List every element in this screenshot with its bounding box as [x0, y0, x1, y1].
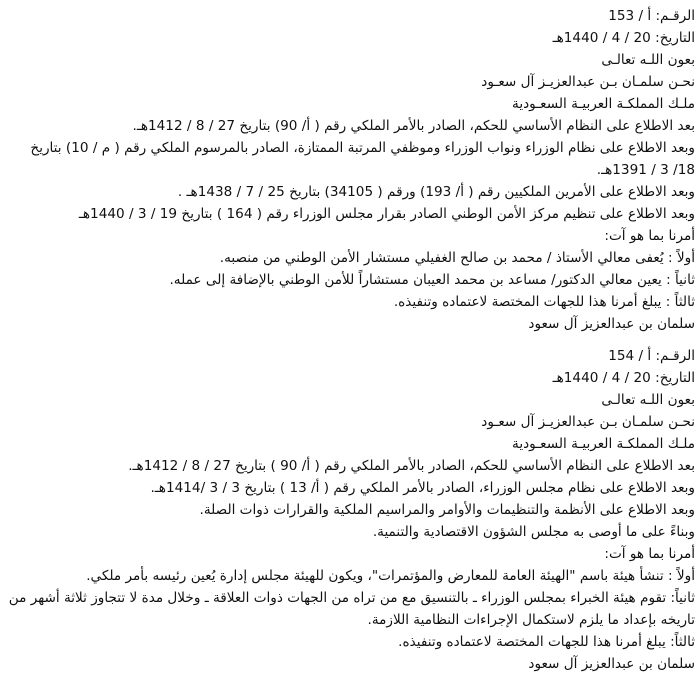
issuer: نحـن سلمـان بـن عبدالعزيـز آل سعـود [481, 414, 695, 430]
article: أولاً : تنشأ هيئة باسم "الهيئة العامة للمعارض والمؤتمرات"، ويكون للهيئة مجلس إدارة يُعين رئيسه بأمر ملكي. [86, 568, 695, 584]
issuer-title: ملـك المملكـة العربيـة السعـودية [512, 96, 695, 112]
order-intro: أمرنا بما هو آت: [604, 546, 695, 562]
issuer-title: ملـك المملكـة العربيـة السعـودية [512, 436, 695, 452]
preamble-line: وبعد الاطلاع على تنظيم مركز الأمن الوطني الصادر بقرار مجلس الوزراء رقم ( 164 ) بتاريخ 19 / 3 / 1440هـ [78, 206, 695, 222]
basmala: بعون اللـه تعالـى [601, 392, 695, 408]
preamble-line: وبعد الاطلاع على نظام الوزراء ونواب الوزراء وموظفي المرتبة الممتازة، الصادر بالمرسوم الملكي رقم ( م / 10) بتاريخ 18/ 3 / 1391هـ. [30, 140, 695, 178]
article: ثانياً: تقوم هيئة الخبراء بمجلس الوزراء ـ بالتنسيق مع من تراه من الجهات ذوات العلاقة ـ وخلال مدة لا تتجاوز ثلاثة أشهر من تاريخه بإعداد ما يلزم لاستكمال الإجراءات النظامية اللازمة. [8, 590, 695, 628]
order-intro: أمرنا بما هو آت: [604, 228, 695, 244]
decree-date: التاريخ: 20 / 4 / 1440هـ [552, 370, 695, 386]
preamble-line: وبعد الاطلاع على الأمرين الملكيين رقم ( أ/ 193) ورقم ( 34105) بتاريخ 25 / 7 / 1438هـ . [177, 184, 695, 200]
preamble-line: بعد الاطلاع على النظام الأساسي للحكم، الصادر بالأمر الملكي رقم ( أ/ 90 ) بتاريخ 27 / 8 / 1412هـ. [128, 458, 695, 474]
article: ثالثاً: يبلغ أمرنا هذا للجهات المختصة لاعتماده وتنفيذه. [398, 634, 695, 650]
signature: سلمان بن عبدالعزيز آل سعود [528, 316, 695, 332]
basmala: بعون اللـه تعالـى [601, 52, 695, 68]
preamble-line: وبعد الاطلاع على نظام مجلس الوزراء، الصادر بالأمر الملكي رقم ( أ/ 13 ) بتاريخ 3 / 3 /1414هـ. [150, 480, 695, 496]
preamble-line: بعد الاطلاع على النظام الأساسي للحكم، الصادر بالأمر الملكي رقم ( أ/ 90) بتاريخ 27 / 8 / 1412هـ. [132, 118, 695, 134]
decree-number: الرقـم: أ / 153 [608, 8, 695, 24]
decree-154 [6, 345, 695, 675]
article: ثالثاً : يبلغ أمرنا هذا للجهات المختصة لاعتماده وتنفيذه. [393, 294, 695, 310]
article: أولاً : يُعفى معالي الأستاذ / محمد بن صالح الغفيلي مستشار الأمن الوطني من منصبه. [219, 250, 695, 266]
preamble-line: وبناءً على ما أوصى به مجلس الشؤون الاقتصادية والتنمية. [372, 524, 695, 540]
article: ثانياً : يعين معالي الدكتور/ مساعد بن محمد العيبان مستشاراً للأمن الوطني بالإضافة إلى عمله. [169, 272, 695, 288]
preamble-line: وبعد الاطلاع على الأنظمة والتنظيمات والأوامر والمراسيم الملكية والقرارات ذوات الصلة. [199, 502, 695, 518]
signature: سلمان بن عبدالعزيز آل سعود [528, 656, 695, 672]
decree-153 [6, 5, 695, 335]
decree-number: الرقـم: أ / 154 [608, 348, 695, 364]
decree-date: التاريخ: 20 / 4 / 1440هـ [552, 30, 695, 46]
issuer: نحـن سلمـان بـن عبدالعزيـز آل سعـود [481, 74, 695, 90]
